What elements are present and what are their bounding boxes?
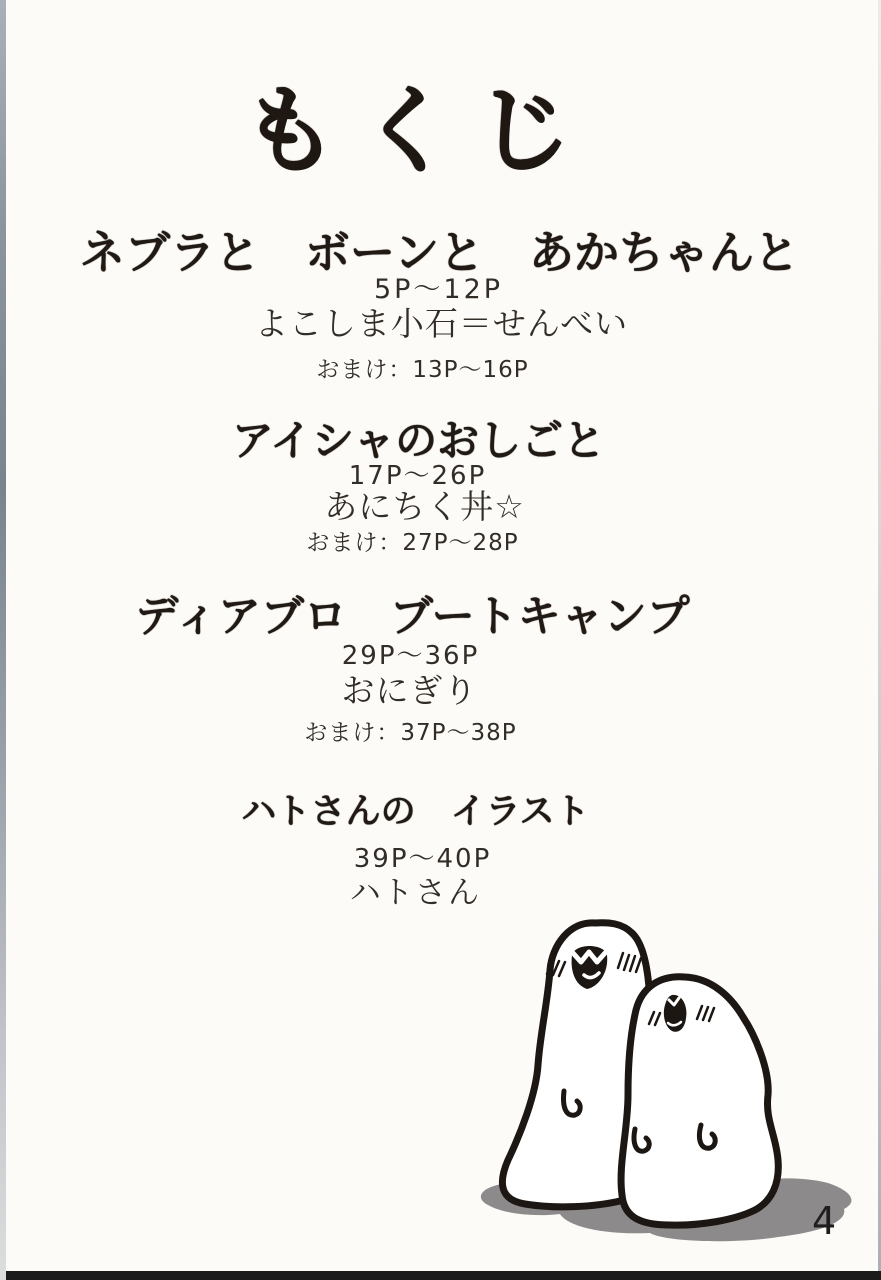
entry-pages: 5P～12P [373,274,504,305]
entry-pages: 39P～40P [353,844,492,874]
ghost-right [621,977,778,1225]
entry-author: ハトさん [349,875,482,911]
entry-author: あにちく丼☆ [324,487,525,526]
entry-pages: 29P～36P [341,641,480,671]
entry-omake: おまけ：27P～28P [306,530,519,556]
entry-omake: おまけ：37P～38P [304,720,517,746]
page-number: 4 [812,1199,837,1243]
entry-author: おにぎり [341,671,478,710]
entry-pages: 17P～26P [348,461,487,491]
entry-title: ディアブロ ブートキャンプ [135,592,690,642]
page-title: もくじ [241,76,593,186]
entry-title: ネブラと ボーンと あかちゃんと [79,226,800,279]
entry-author: よこしま小石＝せんべい [254,304,629,343]
entry-title: アイシャのおしごと [231,416,606,465]
entry-title: ハトさんの イラスト [241,792,590,832]
entry-omake: おまけ：13P～16P [316,357,529,383]
